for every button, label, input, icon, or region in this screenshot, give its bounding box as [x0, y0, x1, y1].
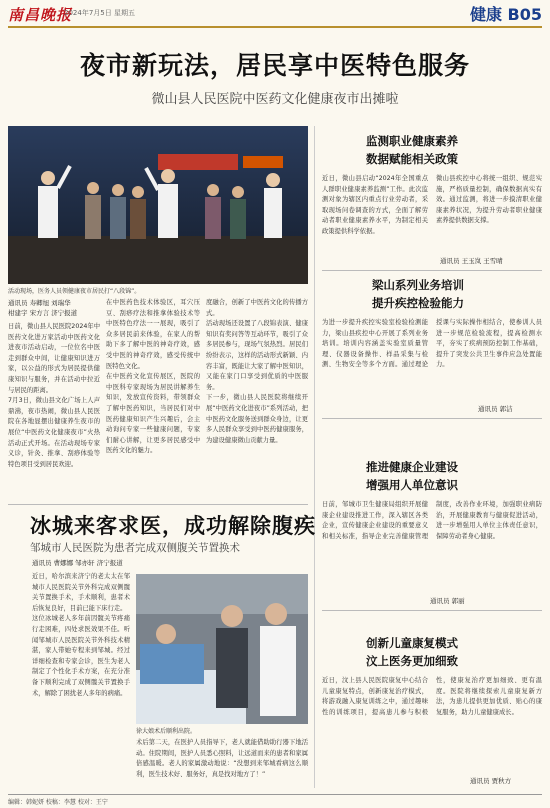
- side1-headline-line1: 监测职业健康素养: [366, 134, 458, 148]
- lead-column-1: 日前，微山县人民医院2024年中医药文化进万家活动中医药文化进夜市活动启动，一位位名中医走到群众中间，让健康知识进万家，以公益的形式为居民提供健康知识与服务，并在活动中拉近与居民的距离。 7月3日，微山县文化广场上人声鼎沸，夜市热闹，微山县人民医院在各地显摆出健康养生夜市的展位“中医药文化健康夜市”火热活动正式开场。在活动现场专家义诊，针灸、推拿、刮痧体验等特色项目受到居民欢迎。: [8, 323, 100, 468]
- lead-column-3: 度融合，创新了中医药文化的传播方式。 活动现场还设置了八段锦表演、健康知识有奖问答等互动环节，吸引了众多居民参与，现场气氛热烈。居民们纷纷表示，这样的活动形式新颖、内容丰富，既能让大家了解中医知识，又能在家门口享受到优质的中医服务。 下一步，微山县人民医院将继续开展“中医药文化进夜市”系列活动，把中医药文化服务送到群众身边，让更多人民群众享受到中医药健康服务，为建设健康微山贡献力量。: [206, 299, 308, 444]
- lead-column-2: 在中医药色技术体验区，耳穴压豆、刮痧疗法和推拿体验技术等中医特色疗法一一展现，吸引了众多居民前来体验，在家人的帮助下多了解中医的神奇疗效，感受中医的神奇疗效，感受传统中医特色文化。 在中医药文化宣传展区，医院的中医科专家现场为居民讲解养生知识，发放宣传资料，带领群众了解中医药知识，当居民们对中医药健康知识产生兴趣后，会主动询问专家一些健康问题，专家们耐心讲解，让更多居民感受中医药文化的魅力。: [106, 299, 200, 455]
- side1-headline-line2: 数据赋能相关政策: [366, 152, 458, 166]
- side2-byline: 通讯员 郭洁: [478, 405, 513, 413]
- divider: [322, 418, 542, 419]
- side2-headline-line1: 梁山系列业务培训: [372, 278, 464, 292]
- side3-body: 日前，邹城市卫生健康局组织开展健康企业建设推进工作，深入辖区各类企业，宣传健康企业建设的重要意义和相关标准，指导企业完善健康管理制度，改善作业环境，加强职业病防治，开展健康教育与健康促进活动，进一步增强用人单位主体责任意识，保障劳动者身心健康。: [322, 501, 542, 540]
- newspaper-logo: 南昌晚报: [8, 6, 73, 24]
- lead-subhead: 微山县人民医院中医药文化健康夜市出摊啦: [151, 92, 399, 107]
- side3-headline-line2: 增强用人单位意识: [366, 478, 458, 492]
- column-divider: [314, 126, 315, 788]
- side1-body: 近日，微山县启动“2024年全国重点人群职业健康素养监测”工作。此次监测对象为辖区内重点行业劳动者，采取现场问卷调查的方式，全面了解劳动者职业健康素养水平，为制定相关政策提供科学依据。 微山县疾控中心将统一组织、规范实施，严格质量控制，确保数据真实有效。通过监测，将进一步摸清职业健康素养状况，为提升劳动者职业健康素养提供数据支撑。: [322, 175, 542, 235]
- dateline: 2024年7月5日 星期五: [64, 9, 135, 17]
- night-market-photo-image: [8, 126, 308, 284]
- side3-byline: 通讯员 郭丽: [430, 597, 465, 605]
- second-photo: [136, 574, 308, 724]
- side2-body: 为进一步提升疾控实验室检验检测能力，梁山县疾控中心开展了系列业务培训。培训内容涵盖实验室质量管理、仪器设备操作、样品采集与检测、生物安全等多个方面。通过理论授课与实际操作相结合，使参训人员进一步规范检验流程，提高检测水平，夯实了疾病预防控制工作基础，提升了突发公共卫生事件应急处置能力。: [322, 319, 542, 369]
- lead-headline: 夜市新玩法，居民享中医特色服务: [79, 51, 470, 80]
- second-column-1: 近日，哈尔滨来济宁的老太太在邹城市人民医院关节外科完成双侧髋关节置换手术，手术顺利，患者术后恢复良好，目前已能下床行走。 这位冰城老人多年前因髋关节疼痛行走困难，四处求医效果不佳。听闻邹城市人民医院关节外科技术精湛，家人带她专程来到邹城。经过详细检查和专家会诊，医生为老人制定了个性化手术方案，在充分准备下顺利完成了双侧髋关节置换手术，解除了困扰老人多年的病痛。: [32, 573, 130, 697]
- second-byline: 通讯员 曹娜娜 邹亦轩 济宁报道: [32, 559, 123, 567]
- hospital-ward-photo-image: [136, 574, 308, 724]
- second-photo-caption: 徐大娘术后顺利出院。: [136, 728, 197, 735]
- divider: [8, 504, 308, 505]
- divider: [322, 610, 542, 611]
- side4-byline: 通讯员 贾秋方: [470, 777, 512, 785]
- page-footer: 编辑：韩妮妍 校稿：李慧 校对：王宁: [8, 794, 542, 806]
- side3-headline-line1: 推进健康企业建设: [366, 460, 458, 474]
- side4-headline-line2: 汶上医务更加细致: [366, 654, 458, 668]
- second-subhead: 邹城市人民医院为患者完成双侧腹关节置换术: [30, 542, 240, 554]
- section-label: 健康 B05: [469, 5, 542, 24]
- lead-byline: 通讯员 寿卿旭 刘瑞华 柑建宇 宋方言 济宁报道: [8, 299, 78, 317]
- side1-byline: 通讯员 王玉岚 王雪晴: [440, 257, 503, 265]
- side4-headline-line1: 创新儿童康复模式: [366, 636, 458, 650]
- second-column-3: 术后第二天，在医护人员指导下，老人就能借助助行器下地活动。住院期间，医护人员悉心照料，让远道而来的患者和家属倍感温暖。老人的家属激动地说：“没想到来邹城看病这么顺利，医生技术好、服务好，真是找对地方了！”: [136, 739, 308, 778]
- side2-headline-line2: 提升疾控检验能力: [372, 296, 464, 310]
- lead-photo: [8, 126, 308, 284]
- side4-body: 近日，汶上县人民医院康复中心结合儿童康复特点，创新康复治疗模式，将游戏融入康复训练之中，通过趣味性的训练项目，提高患儿参与积极性，使康复治疗更加细致、更有温度。医院将继续探索儿童康复新方法，为患儿提供更加优质、贴心的康复服务，助力儿童健康成长。: [322, 677, 542, 716]
- second-headline: 冰城来客求医，成功解除腹疾: [30, 513, 316, 538]
- lead-photo-caption: 活动现场，医务人员领健康夜市居民打“八段锦”。: [8, 288, 141, 295]
- divider: [322, 270, 542, 271]
- masthead: [8, 2, 542, 28]
